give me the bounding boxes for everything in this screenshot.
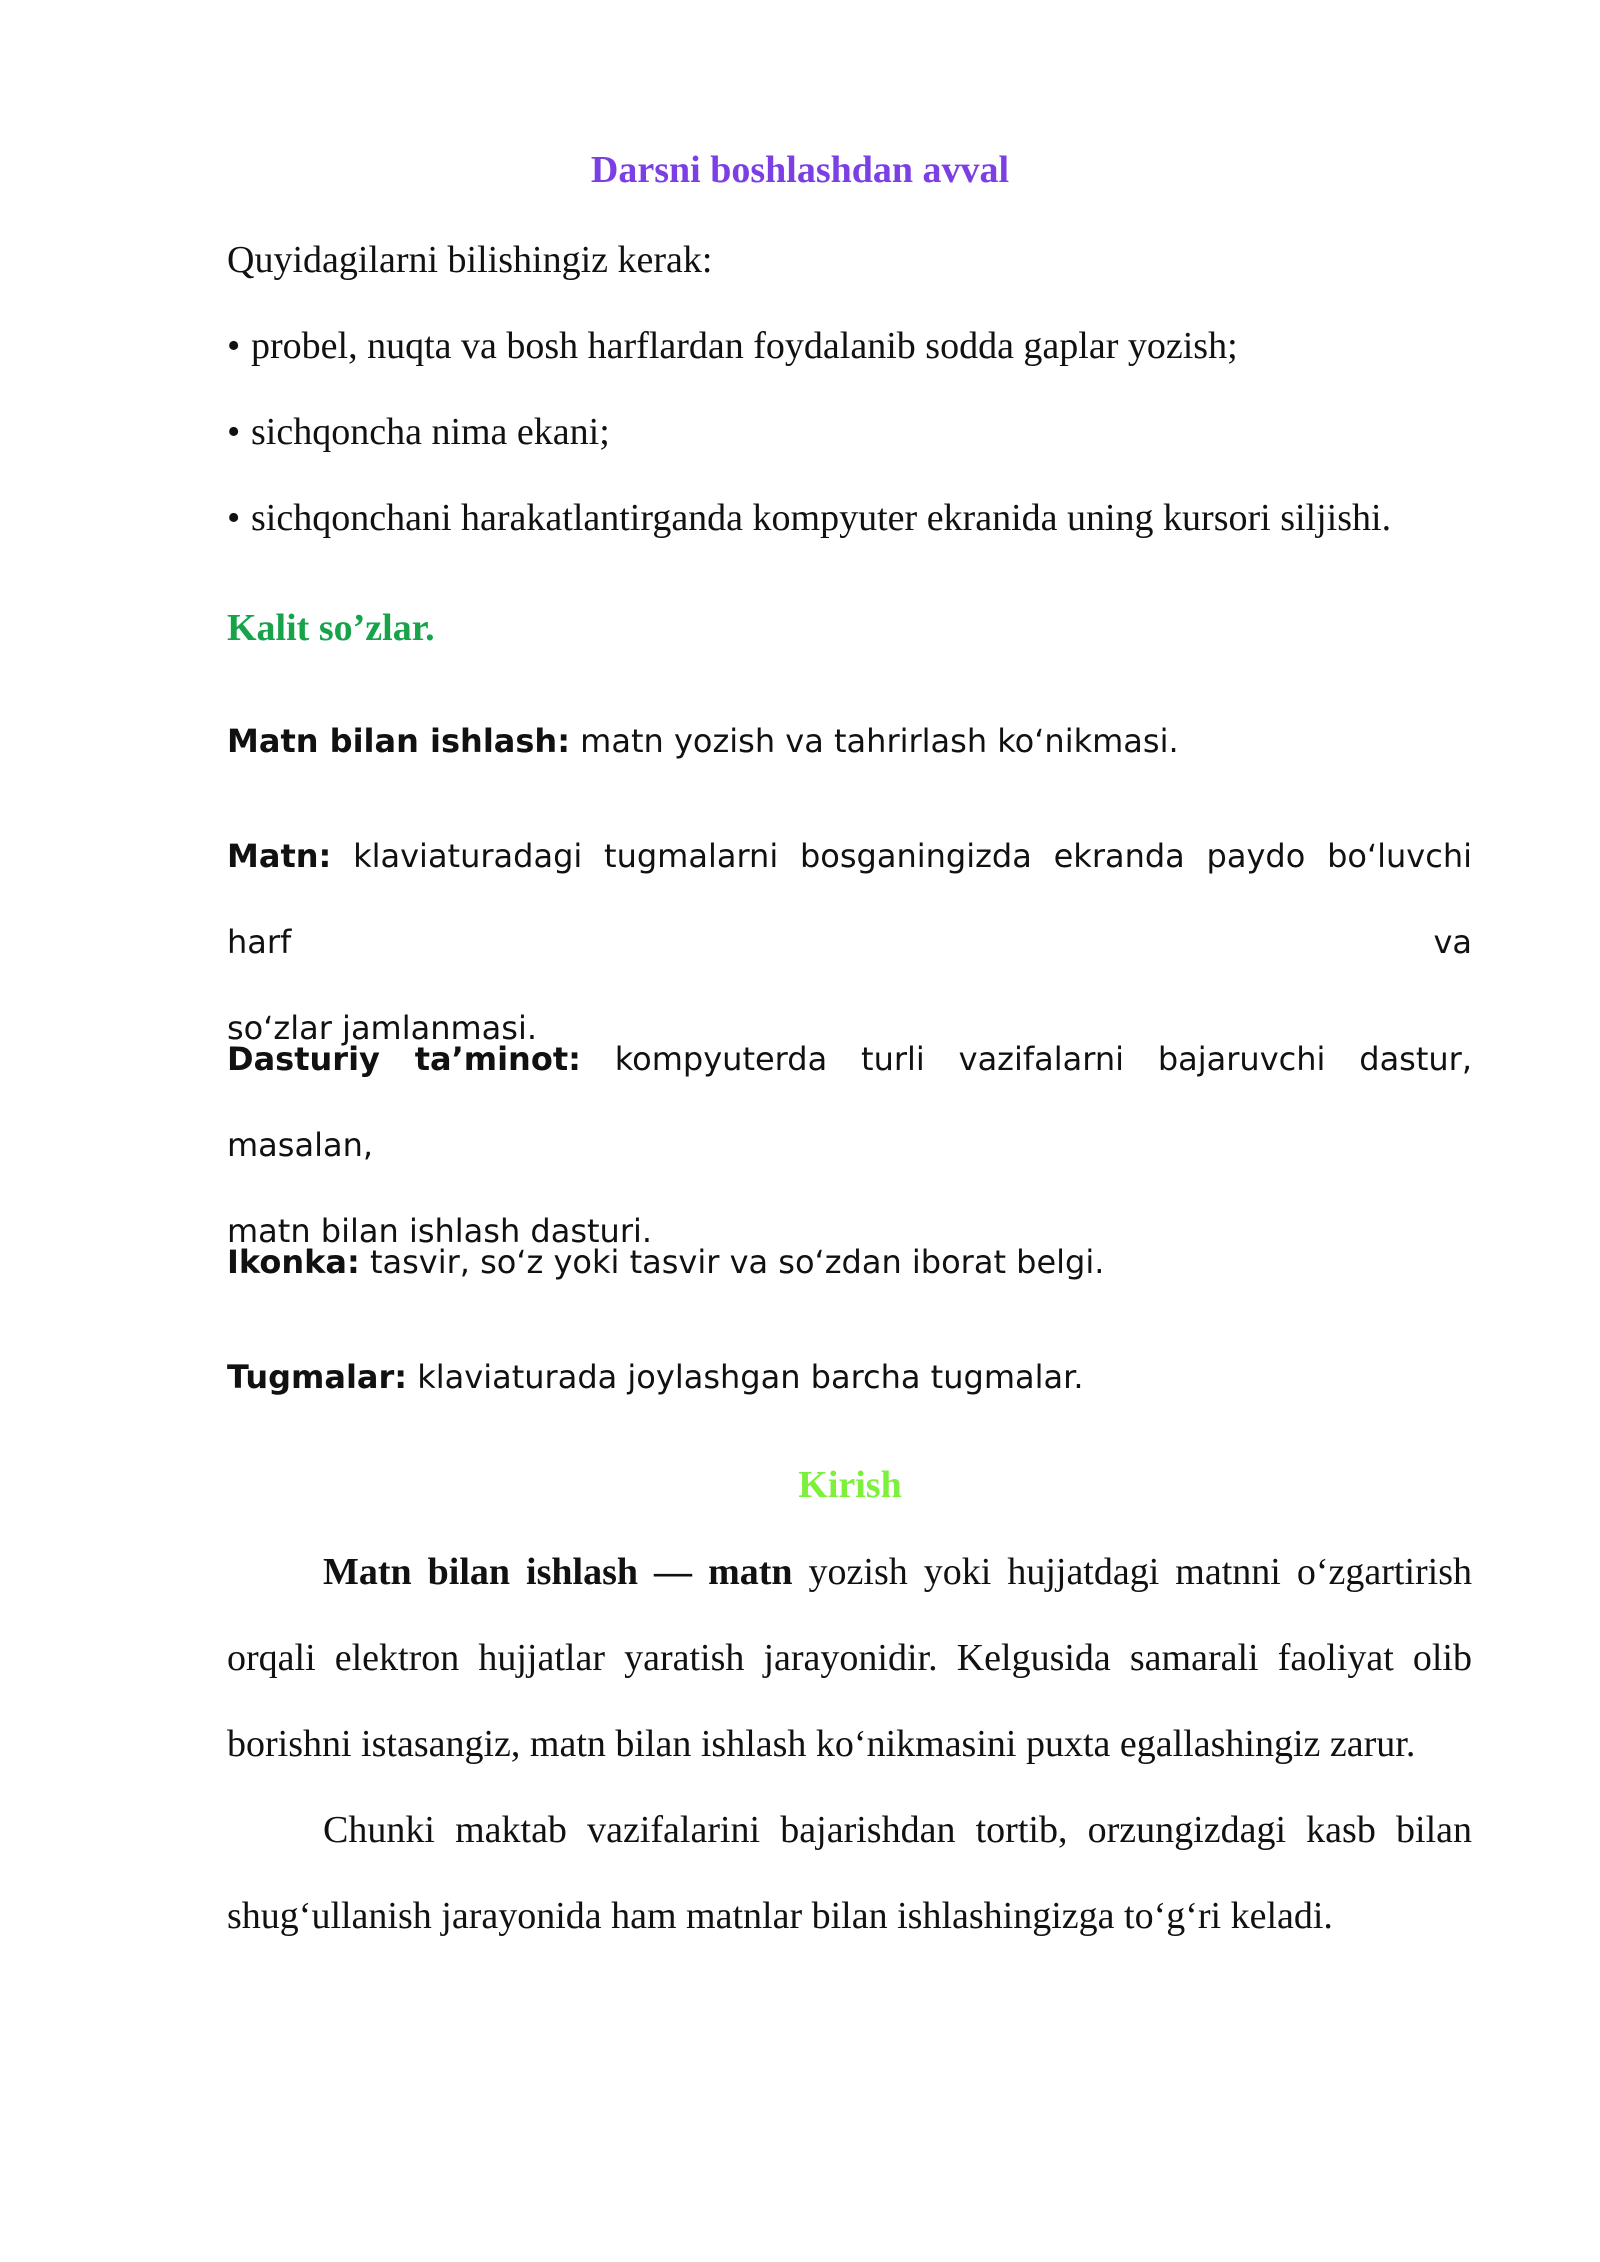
bullet-item [227, 496, 1391, 540]
intro-paragraph-1 [227, 1529, 1472, 1787]
bullet-text: sichqonchani harakatlantirganda kompyuter ekranida uning kursori siljishi. [251, 497, 1392, 539]
bullet-item [227, 410, 610, 454]
bullet-text: sichqoncha nima ekani; [251, 411, 610, 453]
definition-text-cont: so‘zlar jamlanmasi. [227, 1009, 538, 1047]
definition-term: Tugmalar: [227, 1358, 408, 1396]
paragraph-text: Chunki maktab vazifalarini bajarishdan tortib, orzungizdagi kasb bilan [323, 1809, 1472, 1851]
definition-term: Matn bilan ishlash: [227, 722, 570, 760]
definition-text: klaviaturadagi tugmalarni bosganingizda ekranda paydo bo‘luvchi harf va [227, 837, 1473, 961]
bullet-text: probel, nuqta va bosh harflardan foydalanib sodda gaplar yozish; [251, 325, 1238, 367]
paragraph-text: shug‘ullanish jarayonida ham matnlar bilan ishlashingizga to‘g‘ri keladi. [227, 1895, 1333, 1937]
definition-item [227, 698, 1472, 784]
intro-lead: Quyidagilarni bilishingiz kerak: [227, 239, 713, 281]
paragraph-text: borishni istasangiz, matn bilan ishlash ko‘nikmasini puxta egallashingiz zarur. [227, 1723, 1416, 1765]
bullet-dot-icon: • [227, 497, 241, 539]
definition-term: Matn: [227, 837, 332, 875]
intro-paragraph-2 [227, 1787, 1472, 1959]
paragraph-text: yozish yoki hujjatdagi matnni o‘zgartirish [808, 1551, 1473, 1593]
paragraph-text: orqali elektron hujjatlar yaratish jarayonidir. Kelgusida samarali faoliyat olib [227, 1637, 1472, 1679]
definition-text-cont: matn bilan ishlash dasturi. [227, 1212, 653, 1250]
bullet-item [227, 324, 1238, 368]
bullet-dot-icon: • [227, 411, 241, 453]
bold-phrase: Matn bilan ishlash [323, 1551, 639, 1593]
definition-text: klaviaturada joylashgan barcha tugmalar. [417, 1358, 1084, 1396]
definition-text: kompyuterda turli vazifalarni bajaruvchi dastur, masalan, [227, 1040, 1473, 1164]
page-title: Darsni boshlashdan avval [590, 149, 1010, 191]
definition-text: matn yozish va tahrirlash ko‘nikmasi. [580, 722, 1179, 760]
definition-term: Dasturiy ta’minot: [227, 1040, 581, 1078]
definition-text: tasvir, so‘z yoki tasvir va so‘zdan iborat belgi. [369, 1243, 1105, 1281]
bold-word: matn [708, 1551, 793, 1593]
bullet-dot-icon: • [227, 325, 241, 367]
em-dash: — [654, 1551, 693, 1593]
definition-term: Ikonka: [227, 1243, 360, 1281]
kirish-heading: Kirish [798, 1464, 902, 1506]
definition-item [227, 1334, 1472, 1420]
keywords-heading: Kalit so’zlar. [227, 607, 435, 649]
definition-item [227, 1219, 1472, 1305]
